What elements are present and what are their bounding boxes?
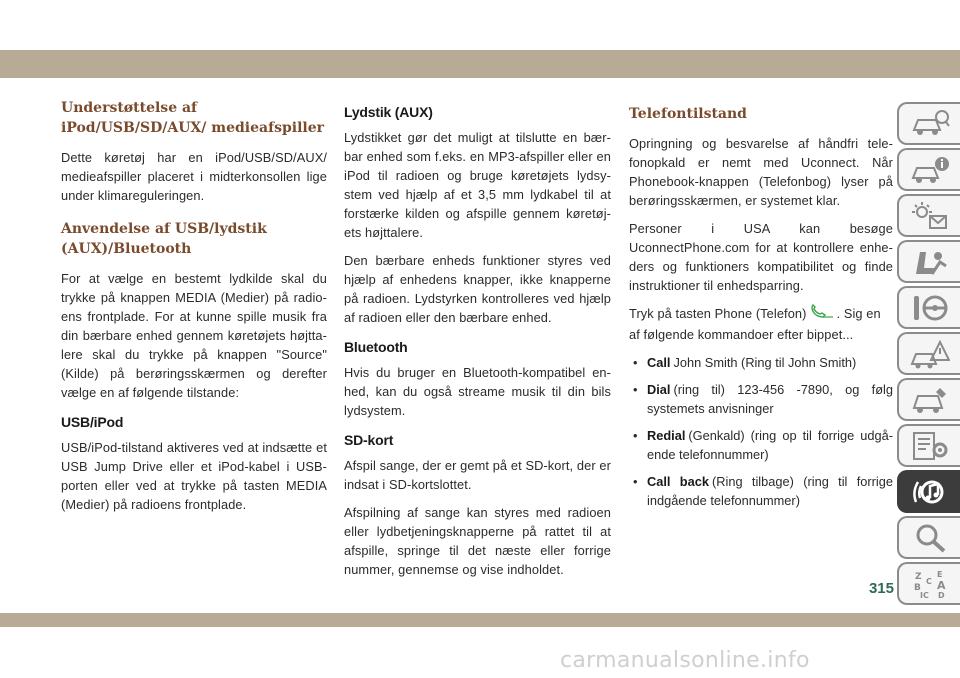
voice-command-list (629, 353, 893, 510)
tab-seat-airbag[interactable] (897, 240, 960, 283)
column-3 (629, 98, 893, 518)
list-item: • Redial (Genkald) (ring op til forrige udgå-ende telefonnummer) (629, 426, 893, 464)
search-icon (910, 522, 950, 554)
alphabet-index-icon (910, 568, 950, 600)
list-settings-icon (910, 430, 950, 462)
column-2 (344, 98, 611, 588)
seat-airbag-icon (910, 246, 950, 278)
tab-roadside-warning[interactable] (897, 332, 960, 375)
subheading-bluetooth: Bluetooth (344, 339, 408, 355)
roadside-warning-icon (910, 338, 950, 370)
paragraph-aux-jack: Lydstikket gør det muligt at tilslutte en bær-bar enhed som f.eks. en MP3-afspiller eller en iPod til radioen og bruge køretøjets lydsy-stem ved hjælp af et 3,5 mm lydkabel til at forstærke kilden og afspille gennem køretøj-ets højttalere. (344, 130, 611, 240)
tab-search[interactable] (897, 516, 960, 559)
paragraph-media-player-location: Dette køretøj har en iPod/USB/SD/AUX/ medieafspiller placeret i midterkonsollen lige under klimareguleringen. (61, 150, 327, 203)
subheading-sd-card: SD-kort (344, 432, 394, 448)
svg-text:D: D (937, 590, 945, 600)
svg-text:B: B (913, 582, 921, 593)
tab-multimedia[interactable] (897, 470, 960, 513)
bottom-band (0, 613, 960, 627)
steering-wheel-icon (910, 292, 950, 324)
subheading-aux-jack: Lydstik (AUX) (344, 104, 433, 120)
car-info-icon (910, 108, 950, 140)
heading-usb-aux-bluetooth: Anvendelse af USB/lydstik (AUX)/Bluetooth (61, 221, 267, 257)
phone-key-text-after: . Sig en af følgende kommandoer efter bippet... (629, 306, 881, 343)
svg-text:C: C (925, 576, 932, 586)
svg-text:A: A (936, 578, 946, 592)
svg-text:Z: Z (914, 571, 922, 582)
svg-text:E: E (936, 569, 942, 579)
watermark: carmanualsonline.info (560, 648, 810, 673)
tab-list-settings[interactable] (897, 424, 960, 467)
top-band (0, 50, 960, 78)
warning-lights-icon (910, 200, 950, 232)
list-item: • Call back (Ring tilbage) (ring til forrige indgående telefonnummer) (629, 472, 893, 510)
paragraph-sd-card-control: Afspilning af sange kan styres med radioen eller lydbetjeningsknapperne på rattet til at afspille, springe til det næste eller forrige nummer, gennemse og vise indholdet. (344, 505, 611, 577)
phone-key-text: Tryk på tasten Phone (Telefon) (629, 306, 807, 321)
car-info-i-icon (910, 154, 950, 186)
heading-phone-mode: Telefontilstand (629, 106, 747, 122)
list-item: • Dial (ring til) 123-456 -7890, og følg systemets anvisninger (629, 380, 893, 418)
paragraph-usb-ipod-mode: USB/iPod-tilstand aktiveres ved at indsætte et USB Jump Drive eller et iPod-kabel i USB-porten eller ved at trykke på tasten MEDIA (Medier) på radioens frontplade. (61, 440, 327, 512)
list-item: • Call John Smith (Ring til John Smith) (629, 353, 893, 372)
paragraph-portable-device-control: Den bærbare enheds funktioner styres ved hjælp af enhedens knapper, ikke knapperne på radioen. Lydstyrken kontrolleres ved hjælp af radioen eller den bærbare enhed. (344, 253, 611, 325)
subheading-usb-ipod: USB/iPod (61, 414, 124, 430)
tab-index[interactable] (897, 562, 960, 605)
tab-car-service[interactable] (897, 378, 960, 421)
paragraph-phone-key (629, 304, 893, 344)
tab-car-info[interactable] (897, 102, 960, 145)
chapter-tabs (897, 102, 960, 608)
paragraph-usa-compatibility: Personer i USA kan besøge UconnectPhone.com for at kontrollere enhe-ders og funktioners kompatibilitet og finde instruktioner til enhedsparring. (629, 221, 893, 293)
tab-steering-wheel[interactable] (897, 286, 960, 329)
tab-car-info-i[interactable] (897, 148, 960, 191)
svg-text:IC: IC (919, 590, 929, 600)
column-1 (61, 98, 327, 523)
paragraph-bluetooth: Hvis du bruger en Bluetooth-kompatibel en-hed, kan du også streame musik til din bils lydsystem. (344, 365, 611, 418)
paragraph-handsfree-calls: Opringning og besvarelse af håndfri tele-fonopkald er nemt med Uconnect. Når Phonebook-knappen (Telefonbog) lyser på berøringsskærmen, er systemet klar. (629, 136, 893, 208)
tab-warning-lights[interactable] (897, 194, 960, 237)
paragraph-sd-card-play: Afspil sange, der er gemt på et SD-kort, der er indsat i SD-kortslottet. (344, 458, 611, 492)
heading-ipod-usb-support: Understøttelse af iPod/USB/SD/AUX/ medieafspiller (61, 100, 324, 136)
paragraph-select-source: For at vælge en bestemt lydkilde skal du trykke på knappen MEDIA (Medier) på radio-ens frontplade. For at kunne spille musik fra din bærbare enhed gennem køretøjets højtta-lere skal du trykke på knappen "Source" (Kilde) på berøringsskærmen og derefter vælge en af følgende tilstande: (61, 271, 327, 400)
car-service-icon (910, 384, 950, 416)
multimedia-music-icon (910, 476, 950, 508)
phone-icon (809, 304, 835, 325)
page-number: 315 (868, 580, 894, 597)
